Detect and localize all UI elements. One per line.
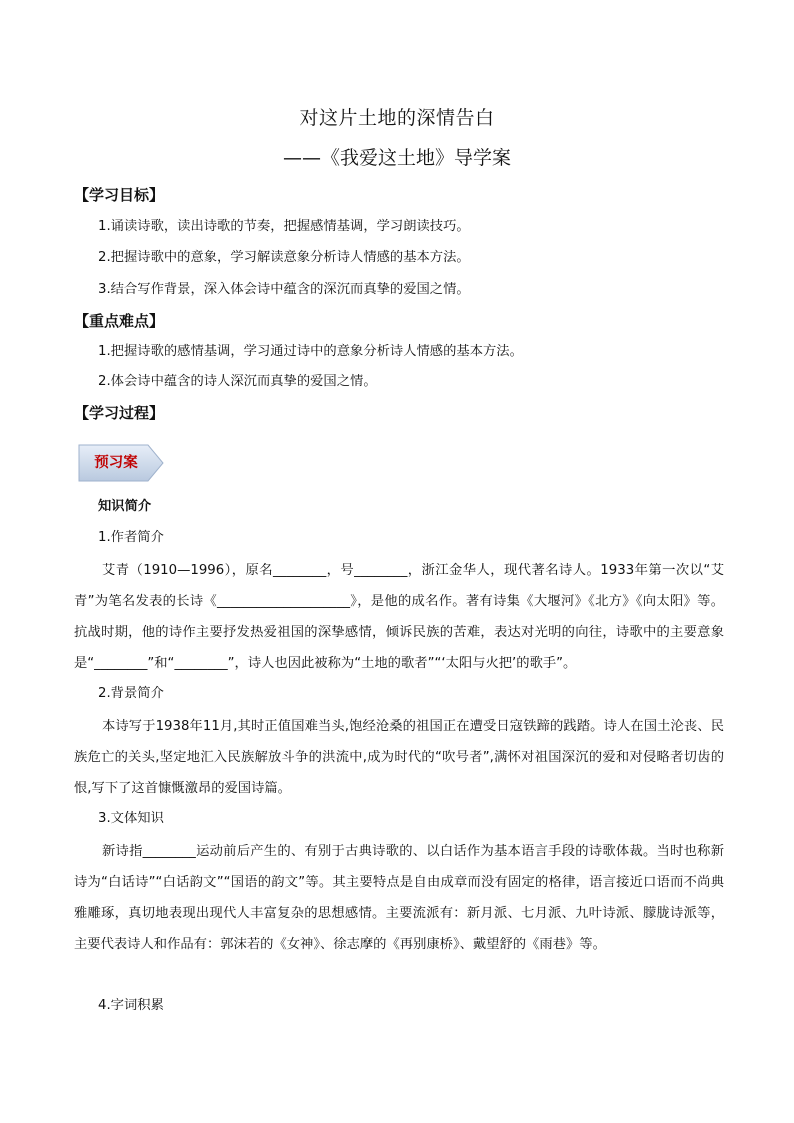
- goals-heading: 【学习目标】: [74, 186, 165, 204]
- author-text: 艾青（1910—1996），原名________，号________，浙江金华人，现代著名诗人。1933年第一次以“艾青”为笔名发表的长诗《____________________》，是他的成名作。著有诗集《大堰河》《北方》《向太阳》等。抗战时期，他的诗作主要抒发热爱祖国的深挚感情，倾诉民族的苦难，表达对光明的向往，诗歌中的主要意象是“________”和“________”，诗人也因此被称为“土地的歌者”“‘太阳与火把’的歌手”。: [74, 563, 724, 671]
- knowledge-heading: 知识简介: [98, 499, 152, 514]
- background-paragraph: [74, 711, 724, 804]
- document-subtitle: ——《我爱这土地》导学案: [282, 147, 511, 169]
- background-heading: 2.背景简介: [98, 686, 164, 701]
- style-heading: 3.文体知识: [98, 811, 164, 826]
- author-paragraph: [74, 555, 724, 679]
- goal-item-3: 3.结合写作背景，深入体会诗中蕴含的深沉而真挚的爱国之情。: [98, 282, 470, 297]
- author-heading: 1.作者简介: [98, 530, 164, 545]
- background-text: 本诗写于1938年11月,其时正值国难当头,饱经沧桑的祖国正在遭受日寇铁蹄的践踏。诗人在国土沦丧、民族危亡的关头,坚定地汇入民族解放斗争的洪流中,成为时代的“吹号者”,满怀对祖国深沉的爱和对侵略者切齿的恨,写下了这首慷慨激昂的爱国诗篇。: [74, 719, 724, 796]
- document-title: 对这片土地的深情告白: [299, 107, 495, 129]
- key-point-item-1: 1.把握诗歌的感情基调，学习通过诗中的意象分析诗人情感的基本方法。: [98, 344, 523, 359]
- process-heading: 【学习过程】: [74, 404, 165, 422]
- goal-item-2: 2.把握诗歌中的意象，学习解读意象分析诗人情感的基本方法。: [98, 250, 470, 265]
- key-points-heading: 【重点难点】: [74, 312, 165, 330]
- words-heading: 4.字词积累: [98, 998, 164, 1013]
- style-text: 新诗指________运动前后产生的、有别于古典诗歌的、以白话作为基本语言手段的诗歌体裁。当时也称新诗为“白话诗”“白话韵文”“国语的韵文”等。其主要特点是自由成章而没有固定的格律，语言接近口语而不尚典雅雕琢，真切地表现出现代人丰富复杂的思想感情。主要流派有：新月派、七月派、九叶诗派、朦胧诗派等，主要代表诗人和作品有：郭沫若的《女神》、徐志摩的《再别康桥》、戴望舒的《雨巷》等。: [74, 844, 724, 952]
- key-point-item-2: 2.体会诗中蕴含的诗人深沉而真挚的爱国之情。: [98, 374, 377, 389]
- badge-label: 预习案: [94, 455, 138, 471]
- preview-badge: [78, 444, 164, 482]
- style-paragraph: [74, 836, 724, 960]
- goal-item-1: 1.诵读诗歌，读出诗歌的节奏，把握感情基调，学习朗读技巧。: [98, 219, 470, 234]
